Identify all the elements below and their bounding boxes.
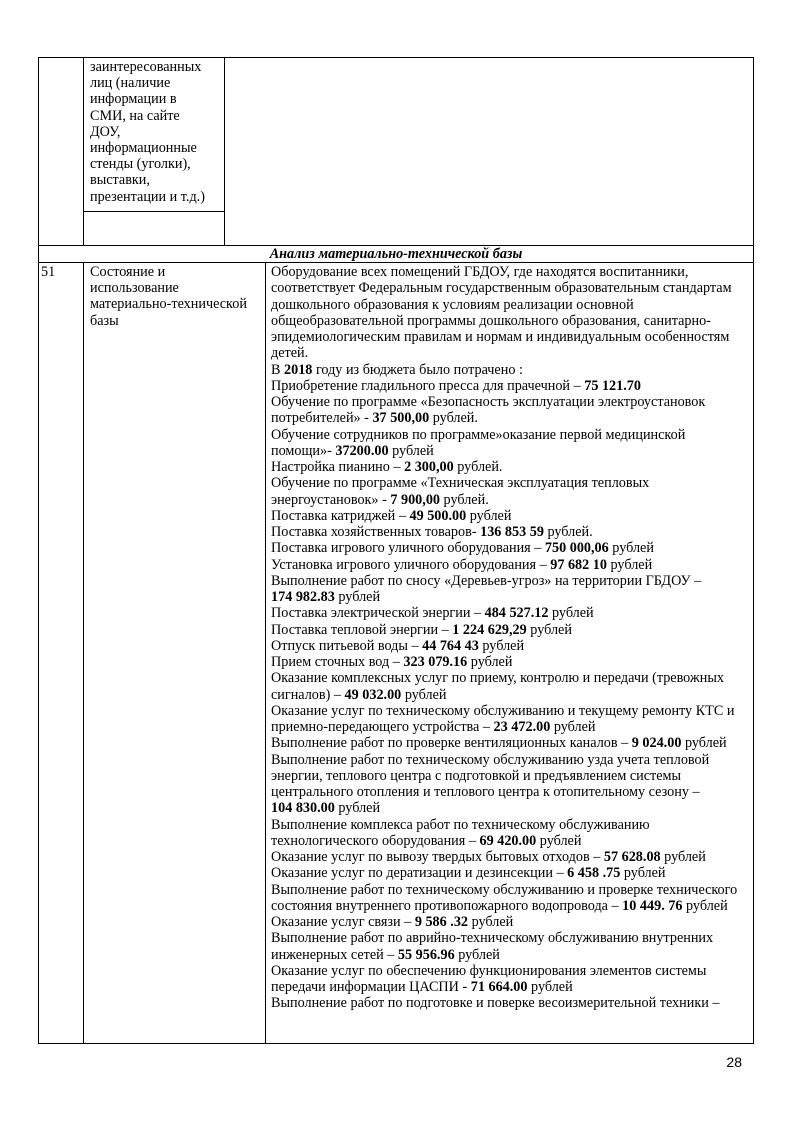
description-text: помощи»- bbox=[271, 442, 336, 459]
description-text: приемно-передающего устройства – bbox=[271, 719, 494, 735]
amount-value: 9 586 .32 bbox=[414, 914, 469, 930]
amount-value: 97 682 10 bbox=[550, 556, 607, 573]
description-line bbox=[271, 557, 757, 573]
amount-value: 104 830.00 bbox=[271, 800, 335, 817]
description-text: общеобразовательной программы дошкольного образования, санитарно- bbox=[271, 312, 711, 329]
description-line bbox=[271, 735, 757, 751]
page-number: 28 bbox=[726, 1054, 742, 1070]
row-description bbox=[271, 264, 757, 1012]
description-text: Выполнение работ по техническому обслуживанию и проверке технического bbox=[271, 881, 738, 898]
description-text: энергии, теплового центра с подготовкой и предъявлением системы bbox=[271, 767, 682, 784]
description-line bbox=[271, 914, 757, 930]
top-row-col1-divider bbox=[83, 57, 84, 246]
description-text: рублей bbox=[401, 686, 447, 703]
amount-value: 75 121.70 bbox=[584, 377, 641, 394]
description-line bbox=[271, 979, 757, 995]
description-text: рублей bbox=[527, 979, 573, 995]
description-text: Приобретение гладильного пресса для прачечной – bbox=[271, 377, 585, 394]
description-text: рублей bbox=[467, 654, 513, 670]
description-text: рублей bbox=[526, 621, 572, 638]
description-line bbox=[271, 540, 757, 556]
description-text: Выполнение работ по сносу «Деревьев-угроз» на территории ГБДОУ – bbox=[271, 572, 702, 589]
description-text: Оказание услуг по вывозу твердых бытовых отходов – bbox=[271, 849, 604, 865]
description-text: Поставка игрового уличного оборудования – bbox=[271, 540, 545, 557]
description-text: рублей bbox=[454, 946, 500, 963]
table-top-border bbox=[38, 57, 754, 58]
description-text: году из бюджета было потрачено : bbox=[312, 361, 523, 378]
description-text: передачи информации ЦАСПИ - bbox=[271, 979, 471, 995]
description-line bbox=[271, 752, 757, 768]
amount-value: 136 853 59 bbox=[480, 524, 544, 540]
amount-value: 10 449. 76 bbox=[622, 897, 683, 914]
description-text: Обучение по программе «Техническая эксплуатация тепловых bbox=[271, 475, 650, 492]
row-number: 51 bbox=[41, 264, 56, 280]
description-line bbox=[271, 378, 757, 394]
heading-row-bottom-border bbox=[38, 262, 754, 263]
description-text: рублей bbox=[388, 442, 434, 459]
description-text: Выполнение работ по подготовке и поверке весоизмерительной техники – bbox=[271, 995, 720, 1012]
description-line bbox=[271, 475, 757, 491]
description-line bbox=[271, 410, 757, 426]
description-text: Поставка тепловой энергии – bbox=[271, 621, 453, 638]
row-criterion: Состояние и использование материально-технической базы bbox=[90, 264, 247, 329]
description-text: Оказание услуг по дератизации и дезинсекции – bbox=[271, 865, 568, 882]
description-line bbox=[271, 654, 757, 670]
description-text: Отпуск питьевой воды – bbox=[271, 637, 423, 654]
amount-value: 9 024.00 bbox=[631, 735, 682, 752]
description-text: Настройка пианино – bbox=[271, 459, 405, 475]
description-line bbox=[271, 280, 757, 296]
description-text: рублей. bbox=[440, 491, 489, 508]
description-text: Выполнение работ по проверке вентиляционных каналов – bbox=[271, 735, 632, 752]
description-text: рублей bbox=[548, 605, 594, 622]
description-text: рублей bbox=[468, 914, 514, 930]
description-line bbox=[271, 362, 757, 378]
description-text: рублей bbox=[606, 556, 653, 573]
description-text: сигналов) – bbox=[271, 686, 345, 703]
description-line bbox=[271, 800, 757, 816]
amount-value: 323 079.16 bbox=[403, 654, 468, 670]
description-line bbox=[271, 329, 757, 345]
description-line bbox=[271, 865, 757, 881]
description-line bbox=[271, 297, 757, 313]
amount-value: 49 032.00 bbox=[344, 686, 402, 703]
description-text: рублей. bbox=[453, 459, 503, 475]
description-line bbox=[271, 849, 757, 865]
description-text: Установка игрового уличного оборудования – bbox=[271, 556, 551, 573]
description-line bbox=[271, 459, 757, 475]
description-line bbox=[271, 930, 757, 946]
description-text: Поставка катриджей – bbox=[271, 507, 410, 524]
description-text: рублей bbox=[660, 849, 706, 865]
description-text: Оказание услуг по обеспечению функционирования элементов системы bbox=[271, 962, 707, 979]
description-line bbox=[271, 524, 757, 540]
amount-value: 69 420.00 bbox=[479, 832, 537, 849]
description-text: рублей bbox=[608, 540, 654, 557]
amount-value: 1 224 629,29 bbox=[452, 621, 527, 638]
description-line bbox=[271, 638, 757, 654]
description-text: Оказание услуг связи – bbox=[271, 914, 415, 930]
description-text: рублей bbox=[682, 897, 728, 914]
description-text: энергоустановок» - bbox=[271, 491, 391, 508]
description-line bbox=[271, 995, 757, 1011]
description-text: Прием сточных вод – bbox=[271, 654, 404, 670]
amount-value: 49 500.00 bbox=[409, 507, 467, 524]
description-text: рублей bbox=[334, 800, 381, 817]
table-left-border bbox=[38, 57, 39, 1044]
description-text: рублей. bbox=[429, 410, 478, 427]
main-row-col2-divider bbox=[265, 262, 266, 1044]
top-row-inner-bottom bbox=[83, 211, 225, 212]
description-line bbox=[271, 394, 757, 410]
description-line bbox=[271, 264, 757, 280]
description-line bbox=[271, 947, 757, 963]
amount-value: 750 000,06 bbox=[544, 540, 609, 557]
amount-value: 7 900,00 bbox=[390, 491, 440, 508]
description-text: Оказание комплексных услуг по приему, контролю и передачи (тревожных bbox=[271, 670, 724, 687]
description-text: дошкольного образования к условиям реализации основной bbox=[271, 296, 634, 313]
description-text: рублей bbox=[620, 865, 666, 882]
amount-value: 57 628.08 bbox=[603, 849, 661, 865]
description-line bbox=[271, 687, 757, 703]
description-line bbox=[271, 605, 757, 621]
description-line bbox=[271, 313, 757, 329]
section-heading: Анализ материально-технической базы bbox=[269, 246, 523, 262]
description-text: технологического оборудования – bbox=[271, 832, 480, 849]
description-text: инженерных сетей – bbox=[271, 946, 398, 963]
description-line bbox=[271, 833, 757, 849]
description-line bbox=[271, 719, 757, 735]
description-line bbox=[271, 817, 757, 833]
description-text: состояния внутреннего противопожарного водопровода – bbox=[271, 897, 623, 914]
description-text: В bbox=[271, 361, 285, 378]
amount-value: 44 764 43 bbox=[422, 637, 479, 654]
amount-value: 37 500,00 bbox=[372, 410, 430, 427]
amount-value: 55 956.96 bbox=[397, 946, 455, 963]
description-text: Выполнение работ по техническому обслуживанию узда учета тепловой bbox=[271, 751, 710, 768]
description-text: рублей. bbox=[543, 524, 593, 540]
description-text: рублей bbox=[334, 589, 381, 605]
description-line bbox=[271, 882, 757, 898]
description-text: рублей bbox=[681, 735, 727, 752]
description-text: Оборудование всех помещений ГБДОУ, где находятся воспитанники, bbox=[271, 264, 689, 280]
description-line bbox=[271, 573, 757, 589]
description-text: рублей bbox=[536, 832, 582, 849]
description-text: Выполнение комплекса работ по техническому обслуживанию bbox=[271, 816, 650, 833]
description-text: Выполнение работ по аврийно-техническому обслуживанию внутренних bbox=[271, 930, 714, 947]
amount-value: 71 664.00 bbox=[470, 979, 528, 995]
description-text: потребителей» - bbox=[271, 410, 373, 427]
description-text: детей. bbox=[271, 345, 309, 362]
amount-value: 6 458 .75 bbox=[567, 865, 621, 882]
description-line bbox=[271, 589, 757, 605]
amount-value: 2018 bbox=[284, 361, 313, 378]
amount-value: 23 472.00 bbox=[493, 719, 551, 735]
description-line bbox=[271, 768, 757, 784]
top-row-criterion-text: заинтересованных лиц (наличие информации в СМИ, на сайте ДОУ, информационные стенды (уголки), выставки, презентации и т.д.) bbox=[90, 59, 205, 205]
description-line bbox=[271, 963, 757, 979]
description-text: Оказание услуг по техническому обслуживанию и текущему ремонту КТС и bbox=[271, 702, 735, 719]
description-text: рублей bbox=[478, 637, 525, 654]
description-text: соответствует Федеральным государственным образовательным стандартам bbox=[271, 280, 732, 297]
amount-value: 174 982.83 bbox=[271, 589, 335, 605]
amount-value: 2 300,00 bbox=[404, 459, 454, 475]
description-line bbox=[271, 427, 757, 443]
description-line bbox=[271, 784, 757, 800]
description-text: Обучение сотрудников по программе»оказание первой медицинской bbox=[271, 426, 686, 443]
description-text: центрального отопления и теплового центра к отопительному сезону – bbox=[271, 784, 700, 800]
description-text: рублей bbox=[550, 719, 596, 735]
amount-value: 484 527.12 bbox=[484, 605, 549, 622]
description-line bbox=[271, 703, 757, 719]
description-text: Поставка хозяйственных товаров- bbox=[271, 524, 481, 540]
description-text: Поставка электрической энергии – bbox=[271, 605, 485, 622]
table-bottom-border bbox=[38, 1043, 754, 1044]
description-line bbox=[271, 345, 757, 361]
description-text: эпидемиологическим правилам и нормам и индивидуальным особенностям bbox=[271, 329, 730, 345]
description-line bbox=[271, 898, 757, 914]
description-line bbox=[271, 508, 757, 524]
amount-value: 37200.00 bbox=[335, 442, 389, 459]
description-text: рублей bbox=[466, 507, 512, 524]
description-line bbox=[271, 670, 757, 686]
description-line bbox=[271, 492, 757, 508]
main-row-col1-divider bbox=[83, 262, 84, 1044]
description-text: Обучение по программе «Безопасность эксплуатации электроустановок bbox=[271, 394, 706, 410]
top-row-col2-divider bbox=[224, 57, 225, 246]
description-line bbox=[271, 622, 757, 638]
description-line bbox=[271, 443, 757, 459]
